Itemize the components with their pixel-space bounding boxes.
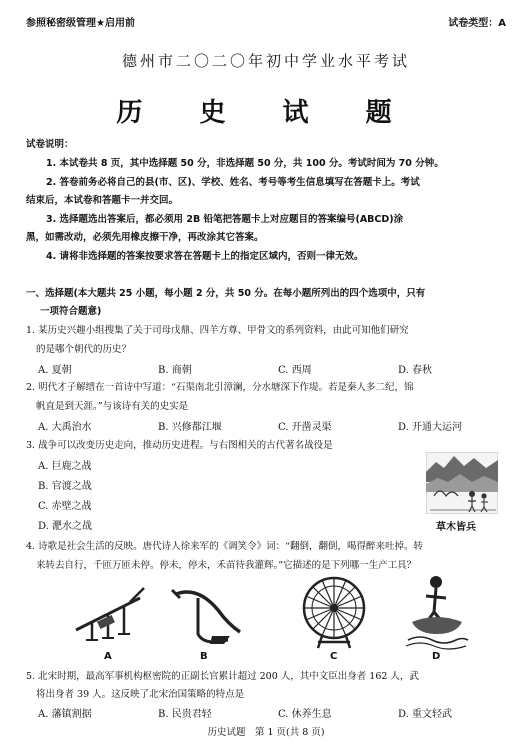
tool-b-curved-plow-image[interactable] — [168, 580, 248, 648]
tool-a-icon — [70, 578, 150, 648]
instruction-1: 1. 本试卷共 8 页，其中选择题 50 分，非选择题 50 分，共 100 分。考试时间为 70 分钟。 — [46, 158, 444, 169]
tool-c-water-wheel-image[interactable] — [296, 572, 372, 650]
battle-illustration-svg — [426, 452, 498, 514]
tool-b-label: B — [200, 651, 208, 662]
page-title: 历 史 试 题 — [116, 98, 416, 128]
q2-stem: 2. 明代才子解缙在一首诗中写道：“石渠南北引漳澜，分水塘深下作堤。若是秦人多二纪，锦 — [26, 382, 414, 393]
q1-stem: 1. 某历史兴趣小组搜集了关于司母戊鼎、四羊方尊、甲骨文的系列资料，由此可知他们研究 — [26, 325, 409, 336]
instruction-3-cont: 黑，如需改动，必须先用橡皮擦干净，再改涂其它答案。 — [26, 232, 264, 243]
q2-stem-cont: 帆直是到天涯。”与该诗有关的史实是 — [36, 401, 189, 412]
tool-c-label: C — [330, 651, 338, 662]
section-heading-cont: 一项符合题意) — [40, 306, 102, 317]
q3-stem: 3. 战争可以改变历史走向，推动历史进程。与右图相关的古代著名战役是 — [26, 440, 333, 451]
instructions-heading: 试卷说明： — [26, 139, 74, 150]
tool-c-icon — [296, 572, 372, 650]
q3-option-d[interactable]: D. 淝水之战 — [38, 521, 93, 532]
tool-d-bellows-image[interactable] — [404, 572, 470, 650]
q3-option-a[interactable]: A. 巨鹿之战 — [38, 461, 92, 472]
q4-stem: 4. 诗歌是社会生活的反映。唐代诗人徐来军的《调笑令》词：“翻倒，翻倒，喝得醉来吐掉。转 — [26, 541, 423, 552]
tool-a-label: A — [104, 651, 112, 662]
q3-option-c[interactable]: C. 赤壁之战 — [38, 501, 92, 512]
exam-name: 德州市二〇二〇年初中学业水平考试 — [121, 52, 410, 70]
q2-option-c[interactable]: C. 开凿灵渠 — [278, 422, 332, 433]
q1-option-c[interactable]: C. 西周 — [278, 365, 312, 376]
battle-illustration — [426, 452, 498, 514]
instruction-2-cont: 结束后，本试卷和答题卡一并交回。 — [26, 195, 179, 206]
tool-b-icon — [168, 580, 248, 648]
q5-option-b[interactable]: B. 民贵君轻 — [158, 709, 212, 720]
tool-a-plow-image[interactable] — [70, 578, 150, 648]
instruction-2: 2. 答卷前务必将自己的县(市、区)、学校、姓名、考号等考生信息填写在答题卡上。考试 — [46, 177, 420, 188]
q1-stem-cont: 的是哪个朝代的历史？ — [36, 344, 132, 355]
q4-stem-cont: 来转去自行，千匝万匝未停。停未，停未，禾苗待我灌辉。”它描述的是下列哪一生产工具？ — [36, 560, 417, 571]
paper-type: 试卷类型：A — [448, 18, 506, 29]
battle-caption: 草木皆兵 — [436, 522, 476, 533]
section-heading: 一、选择题(本大题共 25 小题，每小题 2 分，共 50 分。在每小题所列出的四个选项中，只有 — [26, 288, 426, 299]
q5-option-a[interactable]: A. 藩镇割据 — [38, 709, 92, 720]
tool-d-label: D — [432, 651, 441, 662]
q2-option-d[interactable]: D. 开通大运河 — [398, 422, 463, 433]
tool-d-icon — [404, 572, 470, 650]
q1-option-b[interactable]: B. 商朝 — [158, 365, 192, 376]
instruction-4: 4. 请将非选择题的答案按要求答在答题卡上的指定区域内，否则一律无效。 — [46, 251, 364, 262]
q5-stem-cont: 将出身者 39 人。这反映了北宋治国策略的特点是 — [36, 689, 245, 700]
q5-option-c[interactable]: C. 休养生息 — [278, 709, 332, 720]
q1-option-a[interactable]: A. 夏朝 — [38, 365, 72, 376]
q1-option-d[interactable]: D. 春秋 — [398, 365, 433, 376]
q2-option-a[interactable]: A. 大禹治水 — [38, 422, 92, 433]
q2-option-b[interactable]: B. 兴修都江堰 — [158, 422, 222, 433]
page-footer: 历史试题 第 1 页(共 8 页) — [207, 727, 325, 738]
secret-label: 参照秘密级管理★启用前 — [26, 18, 135, 29]
q3-option-b[interactable]: B. 官渡之战 — [38, 481, 92, 492]
q5-stem: 5. 北宋时期，最高军事机构枢密院的正副长官累计超过 200 人，其中文臣出身者 162 人，武 — [26, 671, 419, 682]
instruction-3: 3. 选择题选出答案后，都必须用 2B 铅笔把答题卡上对应题目的答案编号(ABCD)涂 — [46, 214, 404, 225]
q5-option-d[interactable]: D. 重文轻武 — [398, 709, 453, 720]
